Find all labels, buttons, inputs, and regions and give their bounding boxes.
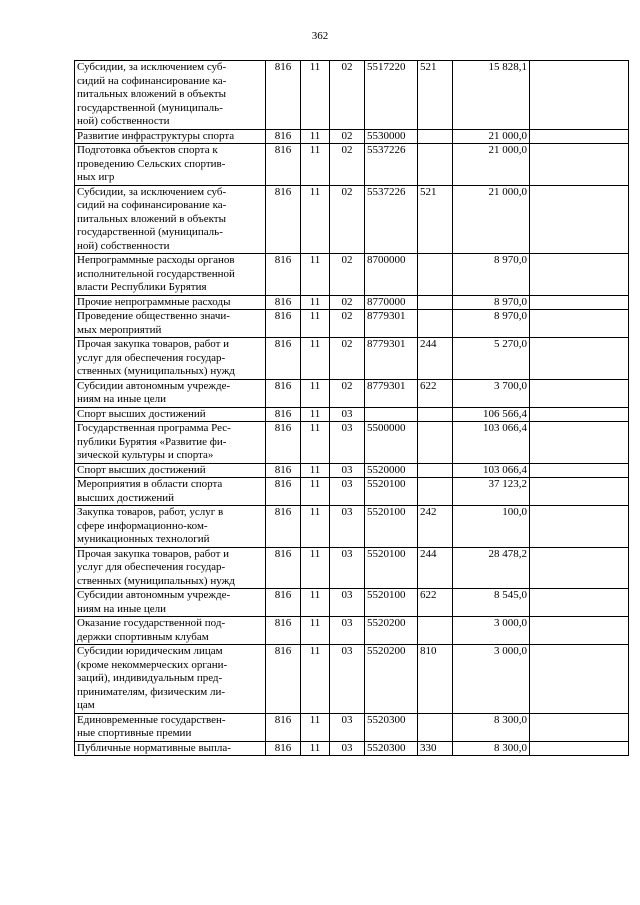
expense-name-cell: Оказание государственной под- держки спортивным клубам <box>75 617 266 645</box>
section-code-cell: 11 <box>301 185 330 254</box>
subsection-code-cell: 03 <box>330 463 365 478</box>
section-code-cell: 11 <box>301 547 330 589</box>
department-code-cell: 816 <box>266 547 301 589</box>
target-article-cell: 8770000 <box>365 295 418 310</box>
expense-name-cell: Прочая закупка товаров, работ и услуг для обеспечения государ- ственных (муниципальных) нужд <box>75 547 266 589</box>
section-code-cell: 11 <box>301 713 330 741</box>
department-code-cell: 816 <box>266 463 301 478</box>
expense-name-cell: Государственная программа Рес- публики Бурятия «Развитие фи- зической культуры и спорта» <box>75 422 266 464</box>
amount-cell: 3 700,0 <box>453 379 530 407</box>
empty-column-cell <box>530 463 629 478</box>
expense-type-cell <box>418 310 453 338</box>
expense-type-cell: 810 <box>418 645 453 714</box>
expense-name-cell: Публичные нормативные выпла- <box>75 741 266 756</box>
department-code-cell: 816 <box>266 741 301 756</box>
department-code-cell: 816 <box>266 129 301 144</box>
subsection-code-cell: 02 <box>330 185 365 254</box>
empty-column-cell <box>530 254 629 296</box>
table-row <box>75 407 629 422</box>
expense-name-cell: Непрограммные расходы органов исполнительной государственной власти Республики Бурятия <box>75 254 266 296</box>
section-code-cell: 11 <box>301 338 330 380</box>
table-row <box>75 645 629 714</box>
target-article-cell: 5537226 <box>365 185 418 254</box>
section-code-cell: 11 <box>301 645 330 714</box>
target-article-cell: 5520300 <box>365 741 418 756</box>
amount-cell: 21 000,0 <box>453 129 530 144</box>
table-row <box>75 506 629 548</box>
expense-name-cell: Субсидии юридическим лицам (кроме некоммерческих органи- заций), индивидуальным пред- принимателям, физическим ли- цам <box>75 645 266 714</box>
section-code-cell: 11 <box>301 422 330 464</box>
department-code-cell: 816 <box>266 422 301 464</box>
expense-type-cell: 521 <box>418 185 453 254</box>
empty-column-cell <box>530 295 629 310</box>
expense-type-cell: 521 <box>418 61 453 130</box>
target-article-cell: 8779301 <box>365 338 418 380</box>
department-code-cell: 816 <box>266 295 301 310</box>
empty-column-cell <box>530 61 629 130</box>
budget-table <box>74 60 629 756</box>
expense-name-cell: Субсидии, за исключением суб- сидий на софинансирование ка- питальных вложений в объекты государственной (муниципаль- ной) собственности <box>75 185 266 254</box>
empty-column-cell <box>530 713 629 741</box>
budget-table-body <box>75 61 629 756</box>
subsection-code-cell: 03 <box>330 617 365 645</box>
table-row <box>75 310 629 338</box>
expense-name-cell: Субсидии автономным учрежде- ниям на иные цели <box>75 379 266 407</box>
amount-cell: 5 270,0 <box>453 338 530 380</box>
table-row <box>75 547 629 589</box>
department-code-cell: 816 <box>266 61 301 130</box>
table-row <box>75 741 629 756</box>
amount-cell: 37 123,2 <box>453 478 530 506</box>
subsection-code-cell: 02 <box>330 61 365 130</box>
table-row <box>75 478 629 506</box>
amount-cell: 3 000,0 <box>453 645 530 714</box>
department-code-cell: 816 <box>266 645 301 714</box>
amount-cell: 8 300,0 <box>453 741 530 756</box>
section-code-cell: 11 <box>301 478 330 506</box>
section-code-cell: 11 <box>301 617 330 645</box>
target-article-cell: 5520300 <box>365 713 418 741</box>
amount-cell: 3 000,0 <box>453 617 530 645</box>
table-row <box>75 129 629 144</box>
target-article-cell: 5530000 <box>365 129 418 144</box>
expense-name-cell: Спорт высших достижений <box>75 463 266 478</box>
target-article-cell: 5537226 <box>365 144 418 186</box>
department-code-cell: 816 <box>266 310 301 338</box>
subsection-code-cell: 02 <box>330 129 365 144</box>
department-code-cell: 816 <box>266 506 301 548</box>
section-code-cell: 11 <box>301 741 330 756</box>
amount-cell: 21 000,0 <box>453 144 530 186</box>
table-row <box>75 379 629 407</box>
expense-name-cell: Единовременные государствен- ные спортивные премии <box>75 713 266 741</box>
section-code-cell: 11 <box>301 506 330 548</box>
target-article-cell: 5517220 <box>365 61 418 130</box>
section-code-cell: 11 <box>301 144 330 186</box>
subsection-code-cell: 03 <box>330 506 365 548</box>
subsection-code-cell: 03 <box>330 589 365 617</box>
subsection-code-cell: 02 <box>330 379 365 407</box>
empty-column-cell <box>530 129 629 144</box>
expense-name-cell: Прочая закупка товаров, работ и услуг для обеспечения государ- ственных (муниципальных) нужд <box>75 338 266 380</box>
empty-column-cell <box>530 589 629 617</box>
expense-type-cell: 622 <box>418 589 453 617</box>
target-article-cell: 5520200 <box>365 645 418 714</box>
expense-name-cell: Мероприятия в области спорта высших достижений <box>75 478 266 506</box>
expense-type-cell <box>418 422 453 464</box>
empty-column-cell <box>530 185 629 254</box>
target-article-cell: 5520100 <box>365 547 418 589</box>
table-row <box>75 463 629 478</box>
page-number: 362 <box>311 30 329 42</box>
subsection-code-cell: 03 <box>330 547 365 589</box>
subsection-code-cell: 02 <box>330 338 365 380</box>
target-article-cell: 5520100 <box>365 589 418 617</box>
empty-column-cell <box>530 506 629 548</box>
target-article-cell: 5500000 <box>365 422 418 464</box>
empty-column-cell <box>530 741 629 756</box>
section-code-cell: 11 <box>301 295 330 310</box>
expense-type-cell: 242 <box>418 506 453 548</box>
department-code-cell: 816 <box>266 379 301 407</box>
target-article-cell: 8779301 <box>365 310 418 338</box>
section-code-cell: 11 <box>301 463 330 478</box>
target-article-cell: 5520000 <box>365 463 418 478</box>
expense-type-cell <box>418 478 453 506</box>
empty-column-cell <box>530 310 629 338</box>
table-row <box>75 144 629 186</box>
target-article-cell: 5520100 <box>365 506 418 548</box>
amount-cell: 103 066,4 <box>453 422 530 464</box>
expense-type-cell <box>418 463 453 478</box>
department-code-cell: 816 <box>266 407 301 422</box>
expense-type-cell <box>418 617 453 645</box>
empty-column-cell <box>530 144 629 186</box>
target-article-cell <box>365 407 418 422</box>
expense-name-cell: Проведение общественно значи- мых мероприятий <box>75 310 266 338</box>
amount-cell: 28 478,2 <box>453 547 530 589</box>
section-code-cell: 11 <box>301 379 330 407</box>
expense-name-cell: Субсидии, за исключением суб- сидий на софинансирование ка- питальных вложений в объекты государственной (муниципаль- ной) собственности <box>75 61 266 130</box>
amount-cell: 8 545,0 <box>453 589 530 617</box>
subsection-code-cell: 03 <box>330 713 365 741</box>
empty-column-cell <box>530 407 629 422</box>
empty-column-cell <box>530 478 629 506</box>
subsection-code-cell: 03 <box>330 407 365 422</box>
table-row <box>75 185 629 254</box>
expense-name-cell: Спорт высших достижений <box>75 407 266 422</box>
expense-name-cell: Прочие непрограммные расходы <box>75 295 266 310</box>
expense-name-cell: Развитие инфраструктуры спорта <box>75 129 266 144</box>
department-code-cell: 816 <box>266 254 301 296</box>
expense-name-cell: Подготовка объектов спорта к проведению Сельских спортив- ных игр <box>75 144 266 186</box>
department-code-cell: 816 <box>266 338 301 380</box>
expense-type-cell <box>418 713 453 741</box>
section-code-cell: 11 <box>301 61 330 130</box>
subsection-code-cell: 03 <box>330 741 365 756</box>
department-code-cell: 816 <box>266 589 301 617</box>
expense-type-cell <box>418 254 453 296</box>
target-article-cell: 5520100 <box>365 478 418 506</box>
empty-column-cell <box>530 645 629 714</box>
amount-cell: 8 970,0 <box>453 254 530 296</box>
expense-name-cell: Закупка товаров, работ, услуг в сфере информационно-ком- муникационных технологий <box>75 506 266 548</box>
target-article-cell: 8779301 <box>365 379 418 407</box>
subsection-code-cell: 02 <box>330 144 365 186</box>
table-row <box>75 254 629 296</box>
target-article-cell: 8700000 <box>365 254 418 296</box>
expense-type-cell: 244 <box>418 547 453 589</box>
amount-cell: 100,0 <box>453 506 530 548</box>
subsection-code-cell: 03 <box>330 422 365 464</box>
amount-cell: 106 566,4 <box>453 407 530 422</box>
table-row <box>75 338 629 380</box>
empty-column-cell <box>530 617 629 645</box>
empty-column-cell <box>530 547 629 589</box>
amount-cell: 21 000,0 <box>453 185 530 254</box>
empty-column-cell <box>530 422 629 464</box>
expense-type-cell <box>418 407 453 422</box>
table-row <box>75 61 629 130</box>
table-row <box>75 589 629 617</box>
subsection-code-cell: 03 <box>330 645 365 714</box>
department-code-cell: 816 <box>266 185 301 254</box>
amount-cell: 8 300,0 <box>453 713 530 741</box>
target-article-cell: 5520200 <box>365 617 418 645</box>
expense-type-cell <box>418 295 453 310</box>
section-code-cell: 11 <box>301 589 330 617</box>
amount-cell: 8 970,0 <box>453 295 530 310</box>
amount-cell: 8 970,0 <box>453 310 530 338</box>
table-row <box>75 295 629 310</box>
table-row <box>75 713 629 741</box>
amount-cell: 15 828,1 <box>453 61 530 130</box>
expense-type-cell: 622 <box>418 379 453 407</box>
expense-type-cell: 330 <box>418 741 453 756</box>
table-row <box>75 422 629 464</box>
section-code-cell: 11 <box>301 407 330 422</box>
section-code-cell: 11 <box>301 310 330 338</box>
department-code-cell: 816 <box>266 144 301 186</box>
empty-column-cell <box>530 379 629 407</box>
table-row <box>75 617 629 645</box>
expense-name-cell: Субсидии автономным учрежде- ниям на иные цели <box>75 589 266 617</box>
expense-type-cell <box>418 144 453 186</box>
section-code-cell: 11 <box>301 254 330 296</box>
section-code-cell: 11 <box>301 129 330 144</box>
subsection-code-cell: 02 <box>330 310 365 338</box>
department-code-cell: 816 <box>266 478 301 506</box>
expense-type-cell: 244 <box>418 338 453 380</box>
empty-column-cell <box>530 338 629 380</box>
subsection-code-cell: 03 <box>330 478 365 506</box>
subsection-code-cell: 02 <box>330 254 365 296</box>
department-code-cell: 816 <box>266 617 301 645</box>
subsection-code-cell: 02 <box>330 295 365 310</box>
amount-cell: 103 066,4 <box>453 463 530 478</box>
expense-type-cell <box>418 129 453 144</box>
department-code-cell: 816 <box>266 713 301 741</box>
